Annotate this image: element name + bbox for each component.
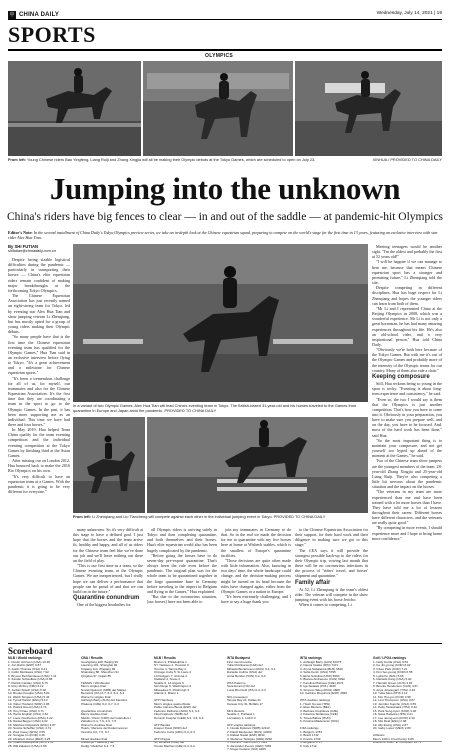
horse-rider-photo-icon bbox=[295, 61, 442, 156]
main-photo-caption bbox=[73, 404, 368, 413]
scoreboard-line: 12. Tyrrell Hatton (ENG) 5.10 bbox=[8, 698, 48, 702]
paragraph: "It's been a tremendous challenge for all of us, for myself, our teammates and also for the Chinese Equestrian Association. It's the first time that they are coordinating a team in the sport to go to the Olympic Games. In the past, it has been more supporting me as an individual. This time we have had three and four horses." bbox=[8, 375, 70, 427]
paragraph: "Before going the horses have to do seven-day pre-export quarantine. That's always been the rule even before the pandemic. The original plan was for the whole team to be quarantined together in the large quarantine base in Germany before traveling to the airport in Belgium and flying to the Games," Hua explained. bbox=[147, 552, 217, 594]
article-column-6 bbox=[372, 244, 442, 639]
scoreboard-line: Hsieh / Mertens def Kudermetova / bbox=[81, 726, 129, 730]
scoreboard-line: 8. Rory McIlroy (NIR) 6.12 bbox=[8, 684, 44, 688]
scoreboard-line: 5. Elina Svitolina (UKR) 5560 bbox=[300, 673, 340, 678]
scoreboard-line: 5. Lydia Ko (NZL) 5.66 bbox=[373, 673, 404, 678]
scoreboard-line: 6. Alexander Zverev (GER) 7065 bbox=[227, 743, 272, 748]
scoreboard-line: 20. Scottie Scheffler (USA) 3.74 bbox=[8, 726, 52, 730]
article-column-5 bbox=[295, 527, 368, 639]
scoreboard-line: 4. England 1717 bbox=[300, 740, 323, 744]
scoreboard-line: 22. Sungjae Im (KOR) 3.46 bbox=[8, 733, 45, 737]
caption-lead: From left: bbox=[8, 157, 26, 162]
paragraph: The CEA says it will provide the strongest possible back-up to the riders for their Olympic trip, vowing last month that there will be no coronavirus infections in the process of "riders' travel, and horses' shipment and quarantine." bbox=[295, 547, 368, 579]
paragraph: Still, Hua reckons being so young in the sport is tricky. "Eventing is about long-term experience and consistency," he said. bbox=[372, 381, 442, 397]
scoreboard-line: Dodig / Melichar 6-2, 7-6 bbox=[81, 743, 115, 748]
scoreboard-line: 13. Viktor Hovland (NOR) 4.96 bbox=[8, 701, 50, 706]
paragraph: "Even so, the two I would say is them that the Olympics is just another competition. That's how you have to come into it. Obviously in your preparation, you have to make sure you prepare well, and on the day, you have to be focused. And, most of the hard work has been done," said Hua. bbox=[372, 396, 442, 438]
paragraph: "By competing in more events, I should experience more and I hope to bring home more confidence." bbox=[372, 525, 442, 541]
paragraph: When it comes to competing, Li bbox=[299, 602, 352, 608]
scoreboard-line: 9. Jordan Spieth (USA) 5.92 bbox=[8, 687, 47, 692]
scoreboard-line: First round results: bbox=[227, 659, 253, 664]
scoreboard-line: Chicago Cubs 5, St Louis 4 bbox=[154, 670, 191, 674]
horse-jumping-photo-icon bbox=[147, 417, 368, 513]
scoreboard-line: 1. Hsieh Su-wei (TPE) bbox=[300, 701, 331, 706]
caption-text: Li Zhenqiang and Liu Tiancheng will compete against each other in the individual jumping event in Tokyo. bbox=[92, 514, 273, 519]
scoreboard-lines bbox=[227, 661, 295, 752]
headline: Jumping into the unknown bbox=[49, 171, 401, 206]
scoreboard-line: 3. France 1733 bbox=[300, 736, 321, 741]
scoreboard-line: 4. Stefanos Tsitsipas (GRE) 8260 bbox=[227, 736, 272, 741]
masthead-bar bbox=[8, 8, 442, 20]
scoreboard-line: Ashleigh Barty (AUS) def Karolina bbox=[81, 698, 127, 702]
scoreboard-line: Jiri Lehecka (CZE) def bbox=[154, 740, 185, 744]
scoreboard-line: 9. Simona Halep (ROU) 4880 bbox=[300, 687, 340, 692]
scoreboard-line: 1. Dustin Johnson (USA) 10.35 bbox=[8, 659, 51, 664]
scoreboard-line: Guangdong 108, Beijing 96 bbox=[81, 659, 118, 664]
article-column-1 bbox=[8, 244, 70, 639]
scoreboard-line: 8. Iga Swiatek (POL) 4940 bbox=[300, 684, 336, 688]
scoreboard-line: Sara Errani (ITA) def bbox=[227, 684, 255, 688]
scoreboard-line: Mihaela Buzarnescu (ROU) 6-4, 6-1 bbox=[227, 666, 276, 671]
editors-note-lead: Editor's Note: bbox=[8, 230, 33, 235]
scoreboard-line: 5. Bryson DeChambeau (USA) 7.41 bbox=[8, 673, 57, 678]
scoreboard-line: 1. Belgium 1783 bbox=[300, 729, 323, 734]
scoreboard-line: Federico Coria (ARG) 6-3, 6-3 bbox=[154, 729, 195, 734]
scoreboard-line: Toronto 4, Tampa Bay 2 bbox=[154, 666, 187, 671]
top-photo-right bbox=[295, 61, 442, 156]
scoreboard-line: 10. Brooks Koepka (USA) 5.81 bbox=[8, 691, 50, 695]
scoreboard-line: 6. Xander Schauffele (USA) 6.88 bbox=[8, 677, 53, 681]
scoreboard-line: 17. Louis Oosthuizen (RSA) 4.22 bbox=[8, 715, 53, 720]
scoreboard-line: Oakland 4, Texas 2 bbox=[154, 677, 181, 681]
paragraph: "It's been extremely challenging, and I have to say a huge thank you bbox=[221, 594, 291, 605]
scoreboard-line: Men's doubles final: bbox=[81, 712, 108, 716]
byline-email: shifutian@chinadaily.com.cn bbox=[8, 249, 56, 253]
paragraph: all Olympic riders is arriving safely in Tokyo and then completing quarantine, and both themselves and their horses. Hua's elite equestrian world also has been hugely complicated by the pandemic. bbox=[147, 527, 217, 553]
scoreboard-line: 16. Nasa Hataoka (JPN) 3.21 bbox=[373, 712, 413, 716]
scoreboard-lines bbox=[154, 661, 222, 749]
top-photo-center bbox=[143, 61, 293, 156]
byline: By SHI FUTIAN bbox=[8, 244, 39, 249]
scoreboard-line: 17. Lee Jeong-eun (KOR) 3.10 bbox=[373, 715, 415, 720]
scoreboard-line: WTA Palermo bbox=[227, 680, 246, 685]
scoreboard-line: Men's 100m: Fred Kerley 9.86 bbox=[373, 736, 414, 741]
scoreboard-column-5 bbox=[300, 656, 368, 748]
scoreboard-line: Krawczyk / Salisbury def bbox=[81, 740, 115, 744]
scoreboard-line: 4. Collin Morikawa (USA) 7.92 bbox=[8, 670, 49, 674]
scoreboard-line: Milwaukee 5, Pittsburgh 3 bbox=[154, 687, 189, 692]
date-page: Wednesday, July 14, 2021 | 19 bbox=[376, 11, 442, 16]
paragraph: In May 2019, Hua helped Team China qualify for the team eventing competition and the individual eventing competition at the Tokyo Games by finishing third at the Asian Games. bbox=[8, 427, 70, 458]
scoreboard-line: 7. Hannah Green (AUS) 4.93 bbox=[373, 680, 413, 685]
scoreboard-line: 1. Nelly Korda (USA) 9.54 bbox=[373, 659, 409, 664]
paragraph: Meeting teenagers would be another sight. "I'm the oldest and probably the first at 52 years old!" bbox=[372, 244, 442, 260]
paragraph: At 52, Li Zhenqiang is the team's oldest rider. The veteran will compete in the show jumping event with his horse Jericho. bbox=[295, 586, 368, 603]
scoreboard-line: 4. Sofia Kenin (USA) 5795 bbox=[300, 670, 336, 674]
scoreboard-line: 5. Timea Babos (HUN) bbox=[300, 715, 331, 720]
caption-text: In a variant of two Olympic Games, Alex Hua Tian will lead China's eventing team in Tokyo. The British-based 31-year-old and his horses traveled to the Games from quarantine in Europe and Japan amid the pandemic. bbox=[73, 403, 357, 413]
caption-lead: From left: bbox=[73, 514, 91, 519]
paper-name: CHINA DAILY bbox=[19, 12, 60, 18]
scoreboard-line: 19. Ally Ewing (USA) 2.87 bbox=[373, 722, 408, 727]
scoreboard-line: TENNIS / Wimbledon bbox=[81, 680, 110, 685]
caption-credit: PROVIDED TO CHINA DAILY bbox=[273, 514, 326, 519]
scoreboard-line: Federico Delbonis (ARG) 6-3, 6-3 bbox=[154, 708, 200, 713]
scoreboard-line: 15. Tony Finau (USA) 4.71 bbox=[8, 708, 44, 713]
paragraph: "But due to the coronavirus situation, [our horses] have not been able to bbox=[147, 594, 217, 605]
lower-photo-right bbox=[147, 417, 368, 513]
scoreboard-line: Seattle 6, LA Angels 5 bbox=[154, 680, 184, 685]
scoreboard-line: Yulia Putintseva (KAZ) def bbox=[227, 663, 263, 667]
scoreboard-line: 11. Webb Simpson (USA) 5.43 bbox=[8, 694, 50, 699]
scoreboard-line: Quarantine conundrum bbox=[81, 708, 113, 713]
paragraph: "So the most important thing is to maintain your composure, and not get yourself too hyped up ahead of the moment at the Games," he said. bbox=[372, 437, 442, 459]
china-daily-logo-icon: 中 bbox=[9, 12, 15, 18]
scoreboard-line: Filip Krajinovic (SRB) def bbox=[154, 712, 188, 716]
paragraph: The Chinese Equestrian Association has just recently named an eight-strong team for Tokyo, led by eventing star Alex Hua Tian and show jumping veteran Li Zhenqiang, but has mostly opted for a group of young riders making their Olympic debuts. bbox=[8, 293, 70, 335]
scoreboard-line: 12. Lexi Thompson (USA) 3.87 bbox=[373, 698, 415, 702]
scoreboard-line: 6. Kristina Mladenovic (FRA) bbox=[300, 719, 339, 723]
scoreboard-line: WTA doubles rankings bbox=[300, 698, 331, 702]
scoreboard-line: Danielle Collins (USA) def bbox=[227, 670, 263, 674]
paragraph: One of the biggest headaches for bbox=[77, 602, 131, 608]
scoreboard-line: Pablo Carreno Busta (ESP) def bbox=[154, 705, 197, 709]
scoreboard-title: Scoreboard bbox=[8, 646, 53, 656]
horse-jumping-photo-icon bbox=[73, 244, 368, 402]
scoreboard-column-6 bbox=[373, 656, 442, 744]
scoreboard-line: 3. Justin Thomas (USA) 8.41 bbox=[8, 666, 48, 671]
scoreboard-line: Casper Ruud (NOR) def bbox=[154, 726, 187, 730]
article-column-3 bbox=[147, 527, 217, 639]
top-photo-caption bbox=[8, 158, 442, 163]
scoreboard-heading: CBA / Results bbox=[81, 656, 103, 660]
subhead-quarantine: Quarantine conundrum bbox=[73, 595, 140, 602]
article-column-2 bbox=[73, 527, 143, 639]
paragraph: Two of the Chinese team show jumpers are the youngest members of the team, 28-year-old Zhang Xingjia and 25-year-old Liang Ruiji. They're also competing a little bit nervous about the pandemic situation and the impact on the horses. bbox=[372, 458, 442, 490]
paragraph: join my teammates in Germany to do that. So in the end we made the decision for me to quarantine with my five horses here at home at Wisbech stables, which is the smallest of Europe's quarantine facilities. bbox=[221, 527, 291, 558]
footer-rule bbox=[8, 741, 442, 742]
scoreboard-line: Women's 100m: E Thompson 10.71 bbox=[373, 740, 422, 744]
scoreboard-heading: MLB / Results bbox=[154, 656, 176, 660]
scoreboard-line: San Diego 9, Washington 3 bbox=[154, 684, 191, 688]
horse-rider-photo-icon bbox=[143, 61, 293, 156]
scoreboard-line: 19. Matthew Fitzpatrick (ENG) 3.87 bbox=[8, 722, 56, 727]
scoreboard-line: Xinjiang 114, Zhejiang 99 bbox=[81, 666, 116, 671]
scoreboard-line: NFL preseason bbox=[227, 694, 248, 699]
scoreboard-line: 11. Kim Hyo-joo (KOR) 3.98 bbox=[373, 694, 411, 699]
column-1-body bbox=[8, 257, 70, 494]
scoreboard-line: Shandong 88, Shenzhen 91 bbox=[81, 670, 119, 674]
top-photo-left bbox=[8, 61, 141, 156]
scoreboard-column-4 bbox=[227, 656, 295, 751]
paragraph: "This is our first time as a team, so the Chinese eventing team, at the Olympic Games. We are inexperienced, but I really hope we can deliver a performance that people can be proud of and that we can build on in the future." bbox=[73, 563, 143, 594]
scoreboard-line: 16. Harris English (USA) 4.52 bbox=[8, 712, 48, 716]
scoreboard-line: LA Dodgers 7, Arizona 4 bbox=[154, 673, 187, 678]
editors-note-text: In the second installment of China Daily's Tokyo Olympics preview series, we take an in-depth look at the Chinese equestrian squad, preparing to compete on the world's stage for the first time in 13 years, featuring an exclusive interview with star rider Alex Hua Tian. bbox=[8, 230, 438, 240]
scoreboard-line: 9. Ariya Jutanugarn (THA) 4.33 bbox=[373, 687, 416, 692]
scoreboard-line: 6. Danielle Kang (USA) 5.40 bbox=[373, 677, 412, 681]
scoreboard-line: 3. Inbee Park (KOR) 7.21 bbox=[373, 666, 408, 671]
scoreboard-line: 3. Aryna Sabalenka (BLR) 6810 bbox=[300, 666, 343, 671]
main-photo bbox=[73, 244, 368, 402]
scoreboard-line: ATP Bastad bbox=[154, 722, 170, 727]
scoreboard-line: 13. Jennifer Kupcho (USA) 3.55 bbox=[373, 701, 417, 706]
scoreboard-line: 3. Rafael Nadal (ESP) 9630 bbox=[227, 733, 265, 737]
scoreboard-line: 5. Italy 1712 bbox=[300, 743, 317, 748]
scoreboard-heading: WTA Budapest bbox=[227, 656, 251, 660]
paragraph: Despite facing sizable logistical difficulties during the pandemic — particularly in transporting their horses — China's elite equestrian riders remain confident of making major breakthroughs at the forthcoming Tokyo Olympics. bbox=[8, 257, 70, 293]
lower-photo-caption bbox=[73, 515, 368, 520]
scoreboard-lines bbox=[373, 661, 442, 745]
section-rule bbox=[8, 49, 442, 51]
section-title: SPORTS bbox=[8, 22, 96, 47]
scoreboard-line: Boston 3, Philadelphia 1 bbox=[154, 659, 187, 664]
horse-rider-photo-icon bbox=[73, 417, 145, 513]
scoreboard-line: Liaoning 101, Shanghai 92 bbox=[81, 663, 118, 667]
paragraph: many unknowns. So it's very difficult at this stage to have a defined goal. I just hope that the horses and the team arrive fit, healthy and happy, and all of us riders for the Chinese team feel like we've done our job and we'll leave nothing out there on the field of play. bbox=[73, 527, 143, 563]
scoreboard-line: Kansas City 31, Buffalo 17 bbox=[227, 701, 263, 706]
scoreboard-line: Men's singles final: bbox=[81, 684, 107, 688]
olympics-label: OLYMPICS bbox=[205, 53, 234, 59]
scoreboard-line: 4. Katerina Siniakova (CZE) bbox=[300, 712, 338, 716]
scoreboard-line: ATP Prague bbox=[154, 736, 171, 741]
scoreboard-column-3 bbox=[154, 656, 222, 748]
scoreboard-line: Mektic / Pavic (CRO) def Granollers / bbox=[81, 715, 132, 720]
paragraph: "Obviously we're both here because of the Tokyo Games. But with me it's out of the Olympic Games and probably more of the intensity of the Olympic teams for our country. Many of them also ride a chair." bbox=[372, 347, 442, 373]
subhead-family: Family affair bbox=[295, 579, 331, 586]
scoreboard-line: 18. Daniel Berger (USA) 4.02 bbox=[8, 719, 48, 723]
scoreboard-line: 23. Abraham Ancer (MEX) 3.25 bbox=[8, 736, 51, 741]
scoreboard-lines bbox=[81, 661, 149, 749]
scoreboard-line: 18. Mel Reid (ENG) 2.98 bbox=[373, 719, 407, 723]
scoreboard-line: 2. Elise Mertens (BEL) bbox=[300, 705, 331, 709]
masthead-left bbox=[8, 11, 59, 19]
scoreboard-line: 7. Karolina Pliskova (CZE) 4972 bbox=[300, 680, 344, 685]
paragraph: Despite competing in different disciplines, Hua has huge respect for Li Zhenqiang and hopes the younger riders can learn from both of them. bbox=[372, 285, 442, 306]
scoreboard-line: Novak Djokovic (SRB) def Matteo bbox=[81, 687, 127, 692]
paragraph: "I will be happier if we can manage to beat me, because that means Chinese equestrian sport has a stronger and promising future," Li Zhenqiang told the site. bbox=[372, 259, 442, 286]
scoreboard-line: 1. Novak Djokovic (SRB) 12113 bbox=[227, 726, 270, 730]
paragraph: "Those decisions are quite often made with little information. Also, knowing in two days' time, the whole landscape could change, and the decision-making process might be turned on its head because the rules have changed again, either from the Olympic Games or a nation in Europe. bbox=[221, 557, 291, 594]
scoreboard-heading: WTA rankings bbox=[300, 656, 322, 660]
caption-credit: PROVIDED TO CHINA DAILY bbox=[164, 407, 217, 413]
scoreboard-lines bbox=[300, 661, 368, 749]
scoreboard-line: Seattle 2, Portland 1 bbox=[227, 712, 255, 716]
scoreboard-line: 10. Garbine Muguruza (ESP) 4695 bbox=[300, 691, 347, 695]
article-column-4 bbox=[221, 527, 291, 639]
scoreboard-line: Women's doubles final: bbox=[81, 722, 113, 727]
caption-text: Young Chinese riders Bao Yingfeng, Liang Ruiji and Zhang Xingjia will all be making their Olympic debuts at the Tokyo Games, which are scheduled to open on July 23. bbox=[26, 157, 316, 162]
paragraph: "Mr Li and I represented China at the Beijing Olympics in 2008, which was a wonderful experience. Mr Li is not only a great horseman, he has had many amazing experiences throughout his life. He's also an old-school rider, and a very inspirational person," Hua told China Daily. bbox=[372, 305, 442, 347]
scoreboard-line: 15. Park Sung-hyun (KOR) 3.30 bbox=[373, 708, 417, 713]
scoreboard-line: Atlanta 4, Miami 1 bbox=[154, 691, 179, 695]
scoreboard-line: Athletics bbox=[373, 733, 385, 737]
subhead-keeping: Keeping composure bbox=[372, 373, 430, 380]
scoreboard-line: 21. Paul Casey (ENG) 3.55 bbox=[8, 729, 45, 734]
paragraph: "It's very difficult to have an equestrian team at a Games. With the pandemic it is going to be very different for everyone." bbox=[8, 473, 70, 495]
scoreboard-line: Tomas Machac (CZE) 6-4, 6-2 bbox=[154, 743, 195, 748]
scoreboard-line: ATP singles rankings bbox=[227, 722, 256, 727]
scoreboard-line: 7. Patrick Cantlay (USA) 6.75 bbox=[8, 680, 48, 685]
scoreboard-line: Vesnina 3-6, 7-5, 9-7 bbox=[81, 729, 110, 734]
scoreboard-line: 14. Patrick Reed (USA) 4.74 bbox=[8, 705, 47, 709]
scoreboard-heading: Golf / LPGA rankings bbox=[373, 656, 407, 660]
scoreboard-line: 2. Brazil 1742 bbox=[300, 733, 319, 737]
scoreboard-line: Zeballos 6-4, 7-6, 2-6, 7-5 bbox=[81, 719, 117, 723]
scoreboard-line: 24. Hideki Matsuyama (JPN) 3.11 bbox=[8, 740, 54, 744]
scoreboard-line: LA Galaxy 1, LAFC 0 bbox=[227, 715, 256, 720]
lower-photo-left bbox=[73, 417, 145, 513]
scoreboard-line: Qingdao 97, Fujian 85 bbox=[81, 673, 111, 678]
scoreboard-line: MLS Results bbox=[227, 708, 245, 713]
scoreboard-line: Lucia Bronzetti (ITA) 6-3, 6-2 bbox=[227, 687, 266, 692]
caption-credit: XINHUA / PROVIDED TO CHINA DAILY bbox=[372, 157, 442, 162]
scoreboard-line: 1. Ashleigh Barty (AUS) 10075 bbox=[300, 659, 342, 664]
scoreboard-line: Men's singles quarterfinals: bbox=[154, 701, 191, 706]
scoreboard-line: 14. Patty Tavatanakit (THA) 3.42 bbox=[373, 705, 417, 709]
scoreboard-line: Tampa Bay 24, Dallas 21 bbox=[227, 698, 261, 702]
scoreboard-line: Berrettini (ITA) 6-7, 6-4, 6-4, 6-3 bbox=[81, 691, 125, 695]
scoreboard-line: 5. Dominic Thiem (AUT) 7425 bbox=[227, 740, 268, 744]
scoreboard-line: FIFA rankings bbox=[300, 726, 319, 730]
scoreboard-line: Mixed doubles final: bbox=[81, 736, 108, 741]
scoreboard-heading: MLB / World rankings bbox=[8, 656, 42, 660]
scoreboard-line: 2. Daniil Medvedev (RUS) 10280 bbox=[227, 729, 272, 734]
scoreboard-line: 10. Yuka Saso (PHI) 4.12 bbox=[373, 691, 408, 695]
paragraph: "So many people have that is the first time the Chinese equestrian eventing team has qualified for the Olympic Games," Hua Tian said in an exclusive interview before flying to Tokyo. "It's a great achievement and a milestone for Chinese equestrian sports." bbox=[8, 334, 70, 376]
editors-note bbox=[8, 230, 442, 240]
scoreboard-line: 8. Brooke Henderson (CAN) 4.67 bbox=[373, 684, 418, 688]
scoreboard-line: 7. Roger Federer (SUI) 6465 bbox=[227, 747, 266, 751]
scoreboard-column-1 bbox=[8, 656, 76, 748]
deck: China's riders have big fences to clear — in and out of the saddle — at pandemic-hit Olympics bbox=[6, 211, 444, 223]
scoreboard-line: 3. Barbora Krejcikova (CZE) bbox=[300, 708, 339, 713]
scoreboard-lines bbox=[8, 661, 76, 749]
scoreboard-line: 2. Ko Jin-young (KOR) 8.02 bbox=[373, 663, 411, 667]
scoreboard-line: 4. Kim Sei-young (KOR) 6.55 bbox=[373, 670, 413, 674]
scoreboard-line: 20. Gaby Lopez (MEX) 2.80 bbox=[373, 726, 411, 730]
scoreboard-line: Women's singles final: bbox=[81, 694, 112, 699]
scoreboard-column-2 bbox=[81, 656, 149, 748]
scoreboard-line: NY Yankees 4, Houston 0 bbox=[154, 663, 189, 667]
paragraph: to the Chinese Equestrian Association for their support, for their hard work and their diligence in making sure we got to this stage." bbox=[295, 527, 368, 548]
scoreboard-line: Dominic Koepfer (GER) 6-3, 4-6, 6-3 bbox=[154, 715, 204, 720]
paragraph: "The veterans in my team are more experienced than me and have been trained with a lot more horses than I have. They have told me a lot of lessons throughout their career. Different horses have different characters, and the veterans are really quite good." bbox=[372, 489, 442, 526]
scoreboard-line: Pliskova (CZE) 6-3, 6-7, 6-3 bbox=[81, 701, 119, 706]
scoreboard-line: ATP Hamburg bbox=[154, 698, 174, 702]
scoreboard-line: Anna Bondar (HUN) 6-2, 6-3 bbox=[227, 673, 266, 678]
scoreboard-line: 2. Jon Rahm (ESP) 9.87 bbox=[8, 663, 42, 667]
scoreboard-line: 6. Bianca Andreescu (CAN) 5392 bbox=[300, 677, 345, 681]
scoreboard-line: 2. Naomi Osaka (JPN) 7471 bbox=[300, 663, 339, 667]
paragraph: After missing out on London 2012, Hua bounced back to make the 2016 Rio Olympics on his own. bbox=[8, 458, 70, 474]
scoreboard-line: 25. Will Zalatoris (USA) 2.98 bbox=[8, 743, 47, 748]
horse-rider-photo-icon bbox=[8, 61, 141, 156]
scoreboard-rule bbox=[8, 643, 442, 644]
